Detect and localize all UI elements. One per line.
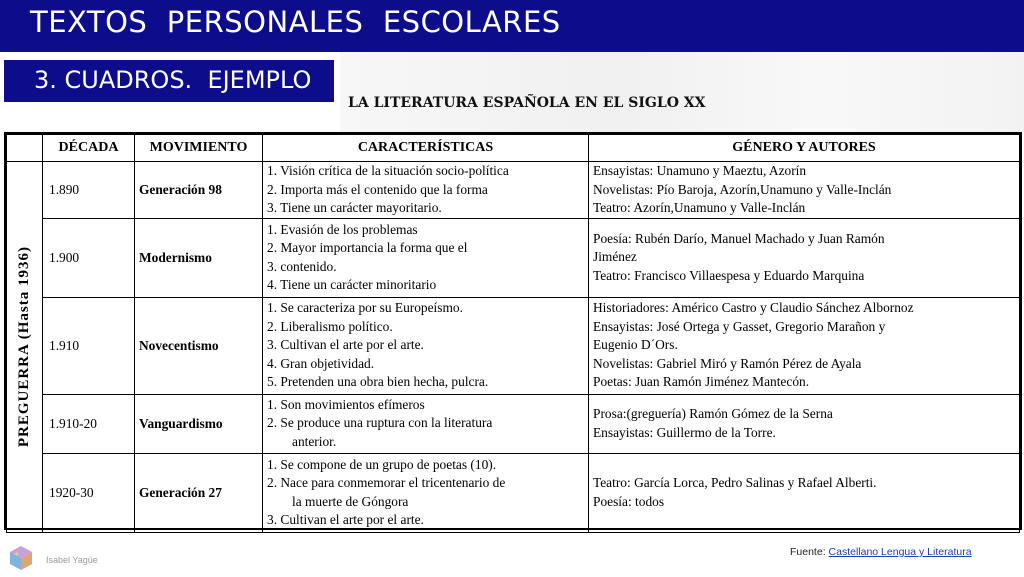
header-genero-autores: GÉNERO Y AUTORES <box>589 135 1020 162</box>
characteristics-cell <box>263 162 589 219</box>
characteristic-item: 5. Pretenden una obra bien hecha, pulcra. <box>267 374 489 390</box>
characteristic-item: 3. Cultivan el arte por el arte. <box>267 337 424 353</box>
table-row <box>7 453 1020 532</box>
movement-cell: Generación 27 <box>135 453 263 532</box>
movement-cell: Novecentismo <box>135 297 263 394</box>
source-link[interactable]: Castellano Lengua y Literatura <box>828 546 972 558</box>
characteristic-item: anterior. <box>292 433 337 449</box>
characteristic-item: 1. Se caracteriza por su Europeísmo. <box>267 300 463 316</box>
presentation-logo-icon <box>6 542 36 572</box>
characteristics-cell <box>263 297 589 394</box>
characteristic-item: 3. Cultivan el arte por el arte. <box>267 512 424 527</box>
author-line: Ensayistas: José Ortega y Gasset, Gregorio Marañon y <box>593 318 886 334</box>
author-line: Teatro: García Lorca, Pedro Salinas y Rafael Alberti. <box>593 475 877 490</box>
characteristic-item: 4. Tiene un carácter minoritario <box>267 277 437 292</box>
movement-cell: Generación 98 <box>135 162 263 219</box>
side-label: PREGUERRA (Hasta 1936) <box>16 246 32 448</box>
characteristic-item: la muerte de Góngora <box>292 493 409 509</box>
characteristic-item: 2. Nace para conmemorar el tricentenario de <box>267 475 506 490</box>
table-row <box>7 218 1020 297</box>
characteristic-item: 3. contenido. <box>267 258 337 274</box>
author-line: Ensayistas: Unamuno y Maeztu, Azorín <box>593 163 807 178</box>
author-line: Poesía: todos <box>593 493 665 509</box>
authors-cell <box>589 453 1020 532</box>
characteristic-item: 3. Tiene un carácter mayoritario. <box>267 200 442 215</box>
movement-cell: Modernismo <box>135 218 263 297</box>
author-line: Poetas: Juan Ramón Jiménez Mantecón. <box>593 374 810 390</box>
author-line: Novelistas: Gabriel Miró y Ramón Pérez de Ayala <box>593 355 862 371</box>
footer-source <box>790 546 972 558</box>
title-bar <box>0 0 1024 52</box>
author-name: Isabel Yagüe <box>46 555 98 565</box>
header-caracteristicas: CARACTERÍSTICAS <box>263 135 589 162</box>
characteristic-item: 2. Mayor importancia la forma que el <box>267 240 468 255</box>
authors-cell <box>589 218 1020 297</box>
decade-cell: 1.890 <box>43 162 135 219</box>
table-body <box>7 162 1020 533</box>
literature-table <box>6 134 1020 533</box>
author-line: Prosa:(greguería) Ramón Gómez de la Serna <box>593 406 833 421</box>
side-label-cell <box>7 162 43 533</box>
characteristic-item: 1. Son movimientos efímeros <box>267 396 425 412</box>
characteristic-item: 2. Importa más el contenido que la forma <box>267 181 488 197</box>
author-line: Historiadores: Américo Castro y Claudio Sánchez Albornoz <box>593 300 914 316</box>
characteristic-item: 2. Se produce una ruptura con la literatura <box>267 415 493 431</box>
characteristics-cell <box>263 218 589 297</box>
decade-cell: 1.910 <box>43 297 135 394</box>
header-decada: DÉCADA <box>43 135 135 162</box>
table-header-row <box>7 135 1020 162</box>
characteristic-item: 4. Gran objetividad. <box>267 355 375 371</box>
author-line: Ensayistas: Guillermo de la Torre. <box>593 424 776 440</box>
header-movimiento: MOVIMIENTO <box>135 135 263 162</box>
slide-subtitle: 3. CUADROS. EJEMPLO <box>34 66 312 94</box>
authors-cell <box>589 297 1020 394</box>
characteristic-item: 1. Evasión de los problemas <box>267 221 418 237</box>
decade-cell: 1.910-20 <box>43 394 135 453</box>
document-title: LA LITERATURA ESPAÑOLA EN EL SIGLO XX <box>348 95 706 111</box>
subtitle-box <box>4 60 334 102</box>
header-empty <box>7 135 43 162</box>
decade-cell: 1.900 <box>43 218 135 297</box>
author-line: Novelistas: Pío Baroja, Azorín,Unamuno y Valle-Inclán <box>593 181 892 197</box>
author-line: Jiménez <box>593 249 637 265</box>
table-row <box>7 162 1020 219</box>
characteristics-cell <box>263 453 589 532</box>
author-line: Teatro: Azorín,Unamuno y Valle-Inclán <box>593 200 806 215</box>
background-shade <box>340 52 1024 132</box>
author-line: Teatro: Francisco Villaespesa y Eduardo Marquina <box>593 267 865 283</box>
slide-title: TEXTOS PERSONALES ESCOLARES <box>30 5 561 39</box>
characteristic-item: 1. Visión crítica de la situación socio-política <box>267 163 509 178</box>
movement-cell: Vanguardismo <box>135 394 263 453</box>
source-prefix: Fuente: <box>790 546 829 558</box>
author-line: Eugenio D´Ors. <box>593 337 678 353</box>
characteristics-cell <box>263 394 589 453</box>
table-row <box>7 394 1020 453</box>
decade-cell: 1920-30 <box>43 453 135 532</box>
authors-cell <box>589 162 1020 219</box>
author-line: Poesía: Rubén Darío, Manuel Machado y Juan Ramón <box>593 230 885 246</box>
literature-table-container <box>4 132 1022 530</box>
table-row <box>7 297 1020 394</box>
characteristic-item: 2. Liberalismo político. <box>267 318 393 334</box>
characteristic-item: 1. Se compone de un grupo de poetas (10). <box>267 456 497 472</box>
authors-cell <box>589 394 1020 453</box>
